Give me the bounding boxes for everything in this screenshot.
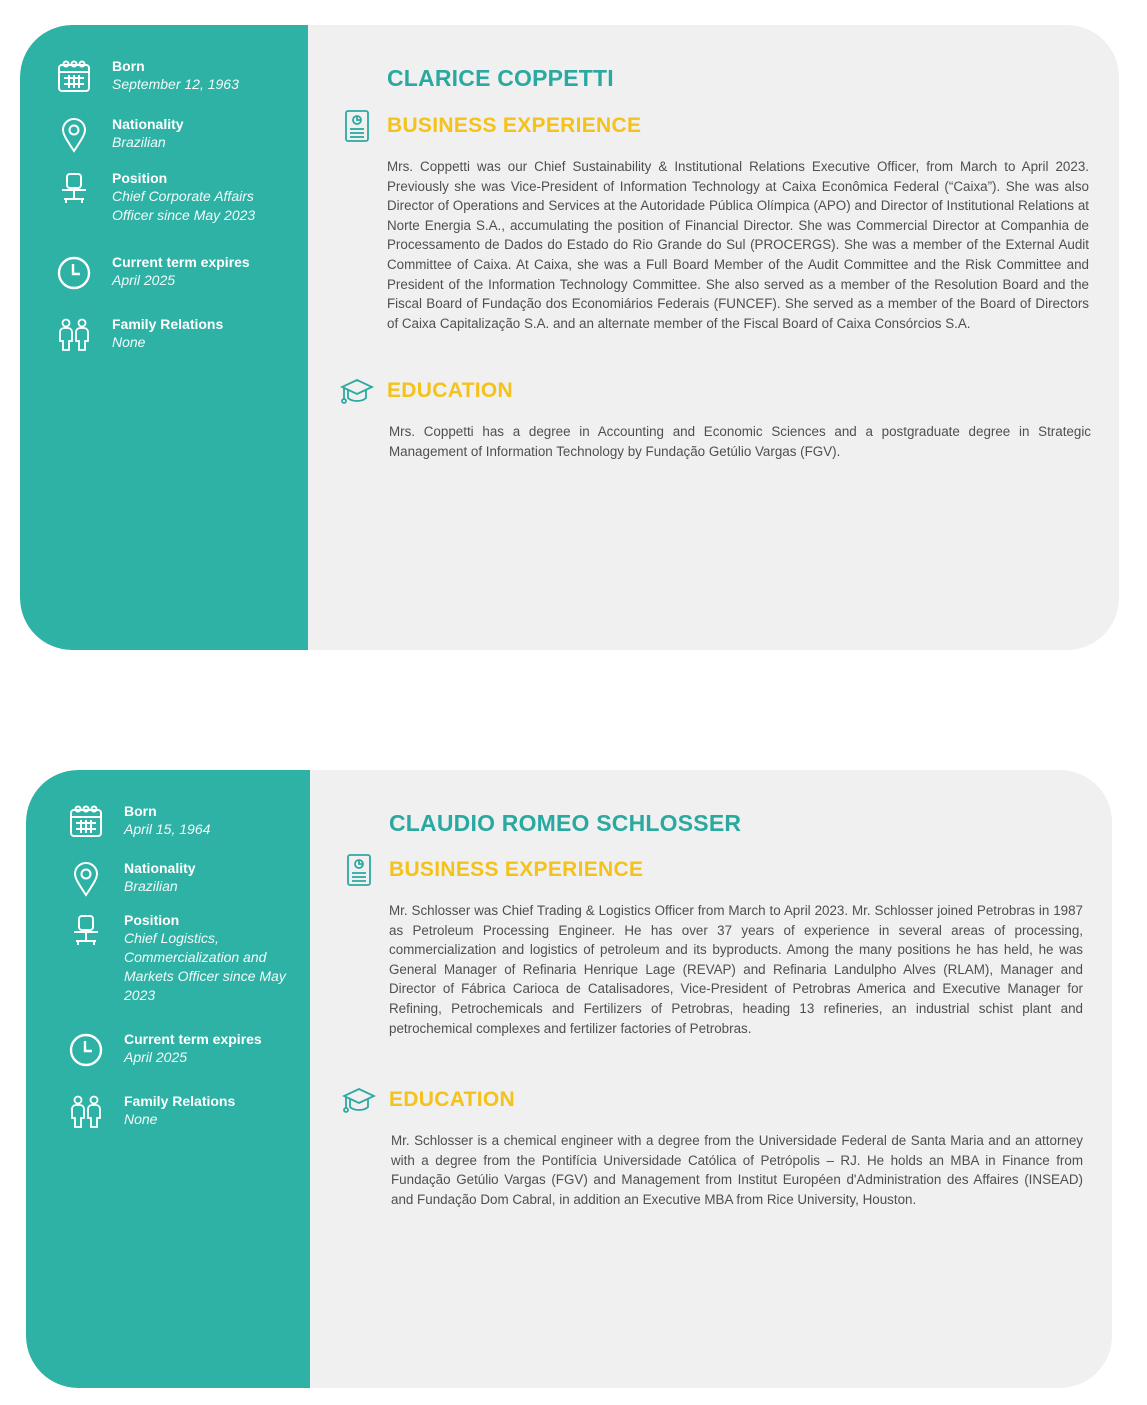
family-value: None xyxy=(112,334,146,350)
profile-sidebar xyxy=(20,25,308,650)
graduation-cap-icon xyxy=(338,372,376,410)
education-title: EDUCATION xyxy=(389,1088,515,1111)
family-icon xyxy=(54,315,94,355)
term-value: April 2025 xyxy=(112,272,176,288)
born-label: Born xyxy=(112,58,145,74)
family-label: Family Relations xyxy=(124,1093,236,1109)
nationality-fact xyxy=(66,859,196,899)
graduation-cap-icon xyxy=(340,1081,378,1119)
business-experience-heading xyxy=(340,851,643,889)
position-value: Chief Corporate Affairs Officer since May 2023 xyxy=(112,188,256,223)
business-experience-title: BUSINESS EXPERIENCE xyxy=(387,114,642,137)
term-fact xyxy=(54,253,250,293)
nationality-label: Nationality xyxy=(112,116,184,132)
business-experience-title: BUSINESS EXPERIENCE xyxy=(389,858,644,881)
family-fact xyxy=(66,1092,235,1132)
nationality-value: Brazilian xyxy=(112,134,166,150)
position-value: Chief Logistics, Commercialization and Markets Officer since May 2023 xyxy=(124,930,286,1003)
location-pin-icon xyxy=(66,859,106,899)
education-heading xyxy=(338,372,513,410)
business-experience-text: Mr. Schlosser was Chief Trading & Logistics Officer from March to April 2023. Mr. Schlosser joined Petrobras in 1987 as Petroleum Processing Engineer. He has over 37 years of experience in several areas of processing, commercialization and logistics of petroleum and its byproducts. Among the many positions he has held, he was General Manager of Refinaria Henrique Lage (REVAP) and Refinaria Landulpho Alves (RLAM), Manager and Director of Fábrica Carioca de Catalisadores, Vice-President of Petrobras America and Executive Manager for Refining, Petrochemicals and Fertilizers of Petrobras, heading 13 refineries, an industrial schist plant and petrochemical complexes and fertilizer factories of Petrobras. xyxy=(389,903,1083,1036)
position-label: Position xyxy=(124,912,180,928)
resume-icon xyxy=(338,107,376,145)
profile-sidebar xyxy=(26,770,310,1388)
education-title: EDUCATION xyxy=(387,379,513,402)
family-fact xyxy=(54,315,223,355)
clock-icon xyxy=(66,1030,106,1070)
born-fact xyxy=(54,57,239,97)
term-fact xyxy=(66,1030,262,1070)
term-value: April 2025 xyxy=(124,1049,188,1065)
calendar-icon xyxy=(66,802,106,842)
clock-icon xyxy=(54,253,94,293)
nationality-label: Nationality xyxy=(124,860,196,876)
position-fact xyxy=(54,169,282,225)
education-text: Mrs. Coppetti has a degree in Accounting and Economic Sciences and a postgraduate degree in Strategic Management of Information Technology by Fundação Getúlio Vargas (FGV). xyxy=(389,424,1091,459)
profile-content xyxy=(308,25,1119,650)
person-name: CLARICE COPPETTI xyxy=(387,65,614,91)
person-name: CLAUDIO ROMEO SCHLOSSER xyxy=(389,810,742,836)
nationality-fact xyxy=(54,115,184,155)
profile-content xyxy=(310,770,1112,1388)
calendar-icon xyxy=(54,57,94,97)
location-pin-icon xyxy=(54,115,94,155)
term-label: Current term expires xyxy=(112,254,250,270)
born-fact xyxy=(66,802,210,842)
term-label: Current term expires xyxy=(124,1031,262,1047)
position-fact xyxy=(66,911,299,1005)
office-chair-icon xyxy=(66,911,106,951)
education-text: Mr. Schlosser is a chemical engineer with a degree from the Universidade Federal de Santa Maria and an attorney with a degree from the Pontifícia Universidade Católica of Petrópolis – RJ. He holds an MBA in Finance from Fundação Getúlio Vargas (FGV) and Management from Institut Européen d'Administration des Affaires (INSEAD) and Fundação Dom Cabral, in addition an Executive MBA from Rice University, Houston. xyxy=(391,1133,1083,1207)
office-chair-icon xyxy=(54,169,94,209)
education-heading xyxy=(340,1081,515,1119)
born-value: April 15, 1964 xyxy=(124,821,211,837)
family-icon xyxy=(66,1092,106,1132)
family-label: Family Relations xyxy=(112,316,224,332)
profile-card xyxy=(20,25,1119,650)
profile-card xyxy=(26,770,1112,1388)
family-value: None xyxy=(124,1111,158,1127)
born-label: Born xyxy=(124,803,157,819)
resume-icon xyxy=(340,851,378,889)
nationality-value: Brazilian xyxy=(124,878,178,894)
position-label: Position xyxy=(112,170,168,186)
business-experience-text: Mrs. Coppetti was our Chief Sustainability & Institutional Relations Executive Officer, from March to April 2023. Previously she was Vice-President of Information Technology at Caixa Econômica Federal (“Caixa”). She was also Director of Operations and Services at the Autoridade Pública Olímpica (APO) and Director of Institutional Relations at Norte Energia S.A., accumulating the position of Financial Director. She was Commercial Director at Companhia de Processamento de Dados do Estado do Rio Grande do Sul (PROCERGS). She was a member of the External Audit Committee of Caixa. At Caixa, she was a Full Board Member of the Audit Committee and the Risk Committee and President of the Information Technology Committee. She also served as a member of the Resolution Board and the Fiscal Board of Fundação dos Economiários Federais (FUNCEF). She served as a member of the Board of Directors of Caixa Capitalização S.A. and an alternate member of the Fiscal Board of Caixa Consórcios S.A. xyxy=(387,159,1089,331)
business-experience-heading xyxy=(338,107,641,145)
born-value: September 12, 1963 xyxy=(112,76,239,92)
